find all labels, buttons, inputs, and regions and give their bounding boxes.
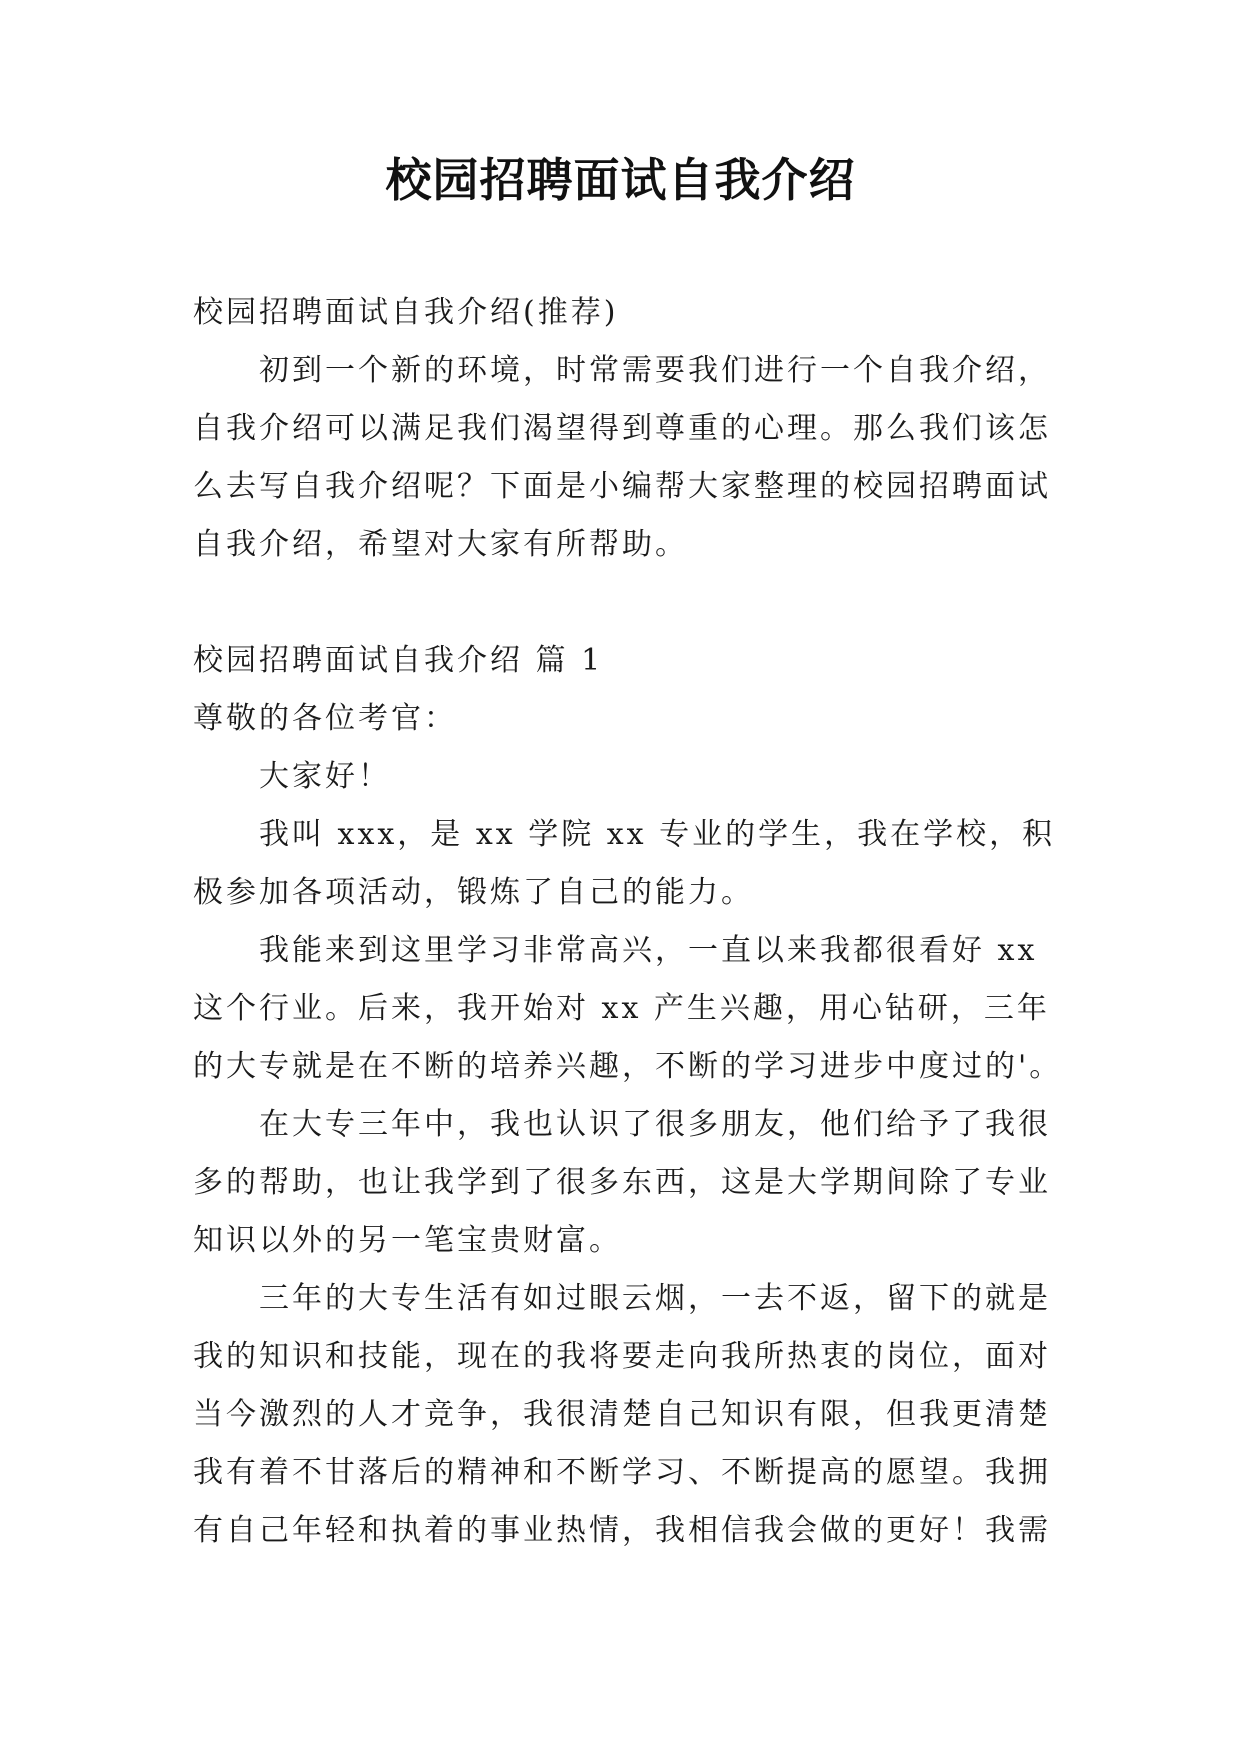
document-body <box>193 284 1063 1560</box>
intro-paragraph: 初到一个新的环境，时常需要我们进行一个自我介绍，自我介绍可以满足我们渴望得到尊重的心理。那么我们该怎么去写自我介绍呢？下面是小编帮大家整理的校园招聘面试自我介绍，希望对大家有所帮助。 <box>193 353 1051 562</box>
body-paragraph-4: 三年的大专生活有如过眼云烟，一去不返，留下的就是我的知识和技能，现在的我将要走向我所热衷的岗位，面对当今激烈的人才竞争，我很清楚自己知识有限，但我更清楚我有着不甘落后的精神和不断学习、不断提高的愿望。我拥有自己年轻和执着的事业热情，我相信我会做的更好！我需 <box>193 1281 1051 1548</box>
body-paragraph-1: 我叫 xxx，是 xx 学院 xx 专业的学生，我在学校，积极参加各项活动，锻炼了自己的能力。 <box>193 817 1056 910</box>
section-heading: 校园招聘面试自我介绍 篇 1 <box>193 643 604 678</box>
document-subtitle: 校园招聘面试自我介绍(推荐) <box>193 295 619 330</box>
body-paragraph-3: 在大专三年中，我也认识了很多朋友，他们给予了我很多的帮助，也让我学到了很多东西，这是大学期间除了专业知识以外的另一笔宝贵财富。 <box>193 1107 1051 1258</box>
paragraph-gap <box>193 574 1063 632</box>
greeting: 大家好！ <box>259 759 391 794</box>
body-paragraph-2: 我能来到这里学习非常高兴，一直以来我都很看好 xx 这个行业。后来，我开始对 xx 产生兴趣，用心钻研，三年的大专就是在不断的培养兴趣，不断的学习进步中度过的'。 <box>193 933 1063 1084</box>
salutation: 尊敬的各位考官： <box>193 701 457 736</box>
document-title: 校园招聘面试自我介绍 <box>385 153 856 207</box>
